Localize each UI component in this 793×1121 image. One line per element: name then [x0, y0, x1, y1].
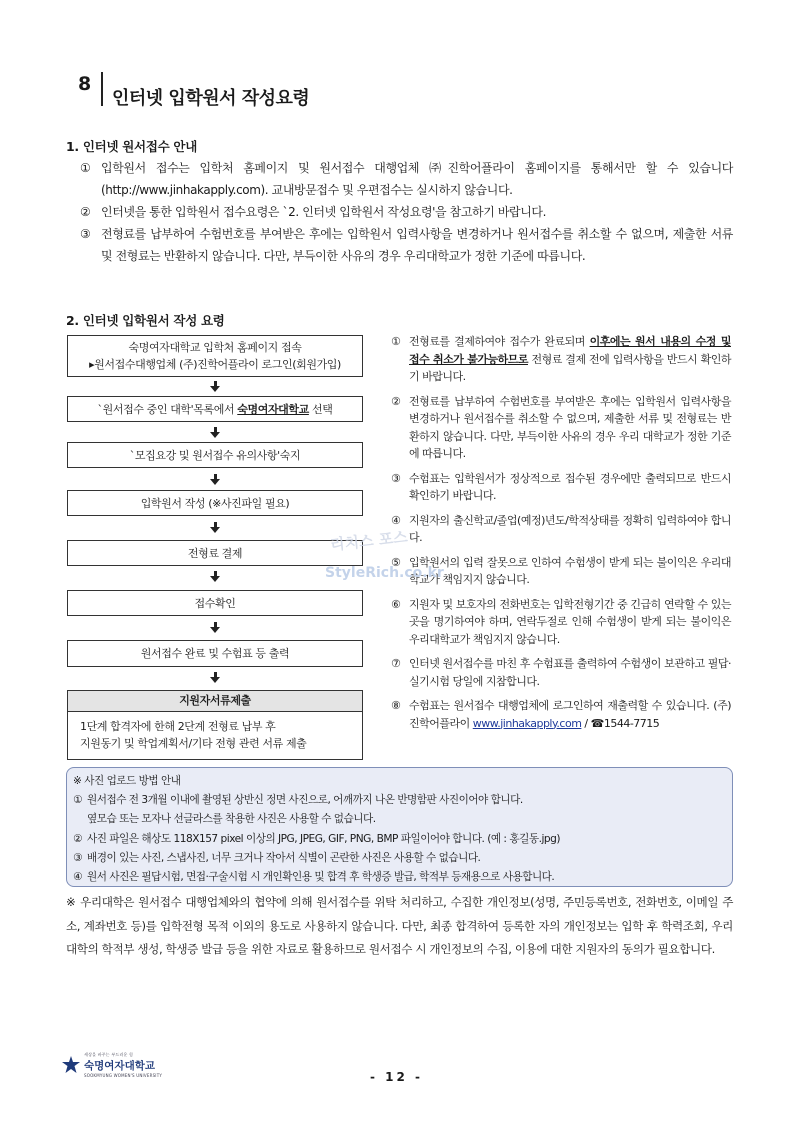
list-item [391, 470, 731, 505]
flow-step-guidelines [67, 442, 363, 468]
photo-guide-title: ※ 사진 업로드 방법 안내 [73, 775, 181, 787]
submit-text: 지원동기 및 학업계획서/기타 전형 관련 서류 제출 [80, 737, 307, 750]
note-text: 수험표는 원서접수 대행업체에 로그인하여 재출력할 수 있습니다. (주)진학어플라이 [409, 699, 731, 730]
item-marker: ④ [391, 513, 401, 527]
down-arrow-icon [210, 522, 220, 534]
flow-step-select-university [67, 396, 363, 422]
item-text: 입학원서 접수는 입학처 홈페이지 및 원서접수 대행업체 ㈜진학어플라이 홈페이지를 통해서만 할 수 있습니다(http://www.jinhakapply.com). 교내방문접수 및 우편접수는 실시하지 않습니다. [101, 161, 733, 197]
photo-upload-guide [66, 767, 733, 887]
item-text: 배경이 있는 사진, 스냅사진, 너무 크거나 작아서 식별이 곤란한 사진은 사용할 수 없습니다. [87, 851, 481, 864]
submit-text: 1단계 합격자에 한해 2단계 전형료 납부 후 [80, 720, 276, 733]
item-text: 원서 사진은 필답시험, 면접·구술시험 시 개인확인용 및 합격 후 학생증 발급, 학적부 등재용으로 사용합니다. [87, 871, 555, 884]
flow-step-text: `모집요강 및 원서접수 유의사항'숙지 [129, 448, 301, 462]
item-marker: ③ [391, 471, 401, 485]
item-marker: ① [391, 335, 401, 348]
down-arrow-icon [210, 381, 220, 393]
item-text: 지원자 및 보호자의 전화번호는 입학전형기간 중 긴급히 연락할 수 있는 곳을 명기하여야 하며, 연락두절로 인해 수험생이 받게 되는 불이익은 우리대학교가 책임지지 않습니다. [409, 597, 731, 646]
logo-name: 숙명여자대학교 [84, 1060, 156, 1072]
flow-step-print [67, 640, 363, 667]
section2-title: 2. 인터넷 입학원서 작성 요령 [66, 313, 225, 328]
flow-step-connect [67, 335, 363, 377]
item-text: 인터넷 원서접수를 마친 후 수험표를 출력하여 수험생이 보관하고 필답·실기시험 당일에 지참합니다. [409, 657, 731, 688]
list-item [391, 697, 731, 732]
item-marker: ⑤ [391, 555, 401, 569]
item-text: 전형료를 납부하여 수험번호를 부여받은 후에는 입학원서 입력사항을 변경하거나 원서접수를 취소할 수 없으며, 제출한 서류 및 전형료는 반환하지 않습니다. 다만, 부득이한 사유의 경우 우리 대학교가 정한 기준에 따릅니다. [409, 394, 731, 460]
down-arrow-icon [210, 427, 220, 439]
item-text: 입학원서의 입력 잘못으로 인하여 수험생이 받게 되는 불이익은 우리대학교가 책임지지 않습니다. [409, 555, 731, 586]
flow-step-payment [67, 540, 363, 566]
list-item [391, 596, 731, 649]
privacy-note: ※ 우리대학은 원서접수 대행업체와의 협약에 의해 원서접수를 위탁 처리하고, 수집한 개인정보(성명, 주민등록번호, 전화번호, 이메일 주소, 계좌번호 등)를 입학전형 목적 이외의 용도로 사용하지 않습니다. 다만, 최종 합격하여 등록한 자의 개인정보는 입학 후 학력조회, 우리대학의 학적부 생성, 학생증 발급 등을 위한 자료로 활용하므로 원서접수 시 개인정보의 수집, 이용에 대한 지원자의 동의가 필요합니다. [66, 895, 733, 956]
item-marker: ① [80, 161, 91, 175]
submit-title: 지원자서류제출 [68, 691, 362, 712]
item-marker: ② [73, 832, 82, 845]
list-item [391, 333, 731, 386]
logo-slogan: 세상을 바꾸는 부드러운 힘 [84, 1052, 134, 1057]
list-item [391, 655, 731, 690]
list-item [73, 849, 726, 868]
item-text: 수험표는 입학원서가 정상적으로 접수된 경우에만 출력되므로 반드시 확인하기 바랍니다. [409, 471, 731, 502]
item-marker: ⑥ [391, 597, 401, 611]
notes-list [391, 333, 731, 739]
item-marker: ③ [73, 851, 82, 864]
item-text [409, 697, 731, 732]
note-text: 전형료를 결제하여야 접수가 완료되며 [409, 335, 590, 348]
list-item [80, 223, 733, 267]
flow-step-text-post: 선택 [308, 402, 333, 416]
chapter-title: 인터넷 입학원서 작성요령 [112, 88, 310, 109]
university-name: 숙명여자대학교 [237, 402, 309, 416]
flow-step-text: 입학원서 작성 (※사진파일 필요) [140, 496, 290, 510]
down-arrow-icon [210, 571, 220, 583]
down-arrow-icon [210, 474, 220, 486]
list-item [391, 393, 731, 463]
flow-step-submit-documents [67, 690, 363, 760]
item-marker: ③ [80, 227, 91, 241]
note-emphasis: 이후에는 원서 내용의 수정 및 접수 취소가 불가능하므로 [409, 335, 731, 366]
down-arrow-icon [210, 672, 220, 684]
down-arrow-icon [210, 622, 220, 634]
section1-list [80, 157, 733, 267]
section1-title: 1. 인터넷 원서접수 안내 [66, 139, 197, 154]
flow-step-text: ▸원서접수대행업체 (주)진학어플라이 로그인(회원가입) [89, 358, 341, 371]
flow-step-text: 숙명여자대학교 입학처 홈페이지 접속 [128, 341, 302, 354]
chapter-number: 8 [78, 73, 92, 95]
flow-step-text [68, 401, 362, 418]
list-item [391, 512, 731, 547]
list-item [80, 157, 733, 201]
item-text: 인터넷을 통한 입학원서 접수요령은 `2. 인터넷 입학원서 작성요령'을 참고하기 바랍니다. [101, 205, 547, 219]
list-item [73, 868, 726, 887]
note-text: 전형료 결제 전에 입력사항을 반드시 확인하기 바랍니다. [409, 352, 732, 383]
logo-english: SOOKMYUNG WOMEN'S UNIVERSITY [84, 1073, 162, 1078]
item-text [409, 333, 731, 386]
flow-step-text-pre: `원서접수 중인 대학'목록에서 [97, 402, 238, 416]
page-number: - 12 - [369, 1070, 423, 1084]
item-marker [73, 810, 87, 829]
item-marker: ④ [73, 871, 82, 884]
item-marker: ① [73, 794, 82, 807]
chapter-divider [101, 72, 103, 106]
item-text: 사진 파일은 해상도 118X157 pixel 이상의 JPG, JPEG, GIF, PNG, BMP 파일이어야 합니다. (예 : 홍길동.jpg) [87, 832, 560, 845]
item-text: 원서접수 전 3개월 이내에 촬영된 상반신 정면 사진으로, 어깨까지 나온 반명함판 사진이어야 합니다. [87, 794, 523, 807]
item-marker: ② [391, 394, 401, 408]
item-text: 전형료를 납부하여 수험번호를 부여받은 후에는 입학원서 입력사항을 변경하거나 원서접수를 취소할 수 없으며, 제출한 서류 및 전형료는 반환하지 않습니다. 다만, 부득이한 사유의 경우 우리대학교가 정한 기준에 따릅니다. [101, 227, 733, 263]
list-item [73, 830, 726, 849]
flow-step-text: 접수확인 [194, 596, 236, 610]
jinhakapply-link[interactable]: www.jinhakapply.com [472, 716, 582, 730]
watermark-text: 리치스 포스 [329, 527, 409, 555]
note-text: / ☎1544-7715 [581, 716, 660, 730]
list-item [73, 810, 726, 829]
watermark-url: StyleRich.co.kr [325, 565, 444, 581]
item-marker: ② [80, 205, 91, 219]
flow-step-text: 전형료 결제 [187, 546, 243, 560]
item-text: 옆모습 또는 모자나 선글라스를 착용한 사진은 사용할 수 없습니다. [87, 813, 376, 826]
flow-step-confirm [67, 590, 363, 616]
list-item [73, 791, 726, 810]
item-text: 지원자의 출신학교/졸업(예정)년도/학적상태를 정확히 입력하여야 합니다. [409, 513, 731, 544]
flow-step-text: 원서접수 완료 및 수험표 등 출력 [140, 647, 290, 660]
item-marker: ⑧ [391, 699, 401, 712]
flow-step-application [67, 490, 363, 516]
item-marker: ⑦ [391, 657, 401, 670]
list-item [80, 201, 733, 223]
